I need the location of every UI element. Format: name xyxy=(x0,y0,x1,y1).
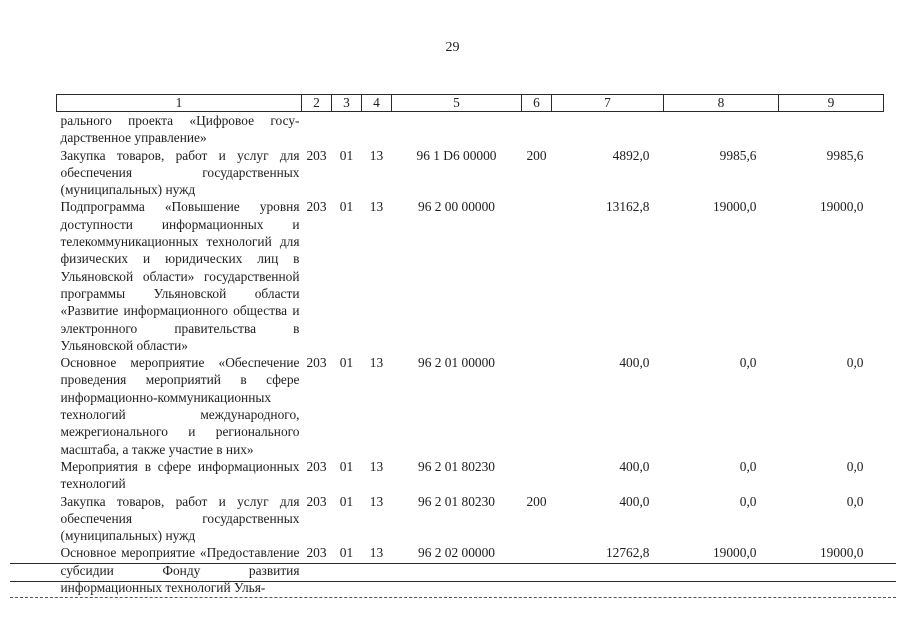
row-expense-type xyxy=(522,544,552,596)
row-amount-col8: 0,0 xyxy=(739,458,757,474)
row-subsection: 13 xyxy=(369,199,384,215)
row-amount-col8: 9985,6 xyxy=(719,147,757,163)
table-row xyxy=(57,544,884,596)
row-section: 01 xyxy=(339,493,354,509)
row-admin-code: 203 xyxy=(306,355,327,371)
table-row xyxy=(57,112,884,147)
header-col-1: 1 xyxy=(57,95,302,112)
header-col-5: 5 xyxy=(392,95,522,112)
row-amount-col9: 19000,0 xyxy=(819,199,864,215)
row-name: Основное мероприятие «Обеспечение проведения мероприятий в сфере информационно-коммуникационных технологий международного, межрегионального и регионального масштаба, а также участие в них» xyxy=(60,355,300,457)
separator-rule xyxy=(10,581,896,582)
row-section: 01 xyxy=(339,545,354,561)
table-row xyxy=(57,458,884,493)
row-target-item: 96 2 02 00000 xyxy=(418,545,495,561)
header-col-3: 3 xyxy=(332,95,362,112)
row-amount-col9: 0,0 xyxy=(846,355,864,371)
row-target-item: 96 2 01 80230 xyxy=(418,493,495,509)
row-subsection: 13 xyxy=(369,493,384,509)
strike-rule xyxy=(10,563,896,564)
row-amount-col8: 0,0 xyxy=(739,493,757,509)
row-expense-type xyxy=(522,112,552,147)
row-subsection: 13 xyxy=(369,147,384,163)
row-amount-col9: 0,0 xyxy=(846,458,864,474)
row-target-item: 96 1 D6 00000 xyxy=(416,147,497,163)
table-row xyxy=(57,198,884,354)
page-number: 29 xyxy=(445,40,460,55)
budget-table xyxy=(56,94,884,596)
row-section: 01 xyxy=(339,199,354,215)
row-section xyxy=(332,112,362,147)
row-amount-col7: 13162,8 xyxy=(605,199,650,215)
row-amount-col7: 4892,0 xyxy=(612,147,650,163)
header-col-2: 2 xyxy=(302,95,332,112)
row-amount-col8: 19000,0 xyxy=(712,199,757,215)
row-name: Основное мероприятие «Предоставление субсидии Фонду развития информационных технологий Улья- xyxy=(60,545,300,596)
row-expense-type: 200 xyxy=(526,147,547,163)
row-amount-col8 xyxy=(664,112,779,147)
row-admin-code: 203 xyxy=(306,493,327,509)
row-expense-type xyxy=(522,458,552,493)
table-row xyxy=(57,493,884,545)
row-subsection xyxy=(362,112,392,147)
row-subsection: 13 xyxy=(369,355,384,371)
row-target-item: 96 2 00 00000 xyxy=(418,199,495,215)
row-name: рального проекта «Цифровое госу-дарственное управление» xyxy=(60,113,300,146)
row-admin-code: 203 xyxy=(306,147,327,163)
row-amount-col9: 19000,0 xyxy=(819,545,864,561)
row-amount-col7: 400,0 xyxy=(619,458,650,474)
row-admin-code: 203 xyxy=(306,545,327,561)
row-amount-col8: 19000,0 xyxy=(712,545,757,561)
table-row xyxy=(57,147,884,199)
row-name: Подпрограмма «Повышение уровня доступности информационных и телекоммуникационных технологий для физических и юридических лиц в Ульяновской области» государственной программы Ульяновской области «Развитие информационного общества и электронного правительства в Ульяновской области» xyxy=(60,199,300,353)
row-section: 01 xyxy=(339,458,354,474)
dashed-rule xyxy=(10,597,896,598)
row-admin-code: 203 xyxy=(306,458,327,474)
header-col-8: 8 xyxy=(664,95,779,112)
row-amount-col8: 0,0 xyxy=(739,355,757,371)
row-name: Закупка товаров, работ и услуг для обеспечения государственных (муниципальных) нужд xyxy=(60,493,300,544)
row-name: Мероприятия в сфере информационных технологий xyxy=(60,458,300,492)
row-section: 01 xyxy=(339,355,354,371)
row-expense-type xyxy=(522,354,552,458)
row-amount-col7: 400,0 xyxy=(619,355,650,371)
row-admin-code: 203 xyxy=(306,199,327,215)
header-col-7: 7 xyxy=(552,95,664,112)
row-subsection: 13 xyxy=(369,545,384,561)
header-col-4: 4 xyxy=(362,95,392,112)
header-col-9: 9 xyxy=(779,95,884,112)
row-target-item: 96 2 01 80230 xyxy=(418,458,495,474)
row-subsection: 13 xyxy=(369,458,384,474)
row-target-item: 96 2 01 00000 xyxy=(418,355,495,371)
row-admin-code xyxy=(302,112,332,147)
table-row xyxy=(57,354,884,458)
row-name: Закупка товаров, работ и услуг для обеспечения государственных (муниципальных) нужд xyxy=(60,147,300,198)
row-section: 01 xyxy=(339,147,354,163)
row-expense-type: 200 xyxy=(526,493,547,509)
table-header-row xyxy=(57,95,884,112)
row-amount-col7: 400,0 xyxy=(619,493,650,509)
row-amount-col7: 12762,8 xyxy=(605,545,650,561)
row-amount-col7 xyxy=(552,112,664,147)
header-col-6: 6 xyxy=(522,95,552,112)
row-amount-col9 xyxy=(779,112,884,147)
row-amount-col9: 0,0 xyxy=(846,493,864,509)
row-amount-col9: 9985,6 xyxy=(826,147,864,163)
row-target-item xyxy=(392,112,522,147)
row-expense-type xyxy=(522,198,552,354)
